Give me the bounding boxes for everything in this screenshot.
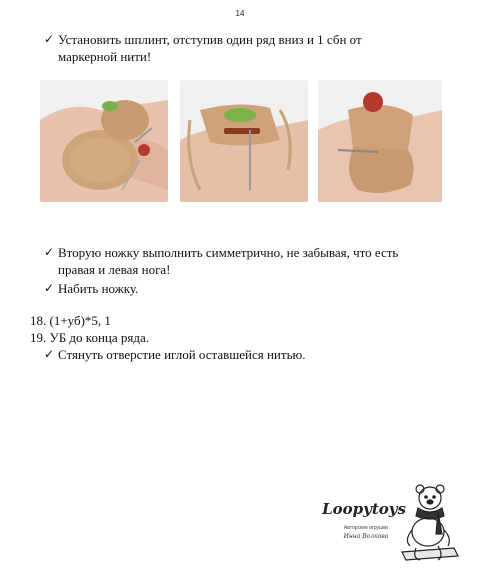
logo-name: Loopytoys bbox=[322, 500, 406, 518]
brand-logo bbox=[318, 478, 468, 568]
checkmark-icon: ✓ bbox=[44, 245, 55, 259]
step-second-leg bbox=[44, 244, 438, 278]
step-line: Набить ножку. bbox=[58, 281, 139, 296]
photo-inserting-pin bbox=[180, 80, 308, 202]
step-line: правая и левая нога! bbox=[58, 262, 171, 277]
step-close-hole bbox=[44, 346, 438, 363]
row-18: 18. (1+уб)*5, 1 bbox=[30, 313, 111, 328]
step-line: Стянуть отверстие иглой оставшейся нитью. bbox=[58, 347, 306, 362]
step-line: маркерной нити! bbox=[58, 49, 152, 64]
logo-signature: Инна Волкова bbox=[343, 533, 389, 540]
step-install-pin bbox=[44, 31, 438, 65]
checkmark-icon: ✓ bbox=[44, 281, 55, 295]
step-stuff-leg bbox=[44, 280, 438, 297]
teddy-bear-logo-icon bbox=[398, 482, 464, 566]
step-line: Установить шплинт, отступив один ряд вниз и 1 сбн от bbox=[58, 32, 362, 47]
row-19: 19. УБ до конца ряда. bbox=[30, 330, 149, 345]
checkmark-icon: ✓ bbox=[44, 347, 55, 361]
photo-hand-holding-leg bbox=[40, 80, 168, 202]
logo-subtitle: Авторские игрушки bbox=[343, 525, 389, 531]
step-line: Вторую ножку выполнить симметрично, не забывая, что есть bbox=[58, 245, 399, 260]
hand-holding-crocheted-leg-photo bbox=[40, 80, 168, 202]
checkmark-icon: ✓ bbox=[44, 32, 55, 46]
page-number: 14 bbox=[235, 9, 245, 18]
finished-leg-with-pin-photo bbox=[318, 80, 442, 202]
photo-finished-leg bbox=[318, 80, 442, 202]
inserting-cotter-pin-photo bbox=[180, 80, 308, 202]
